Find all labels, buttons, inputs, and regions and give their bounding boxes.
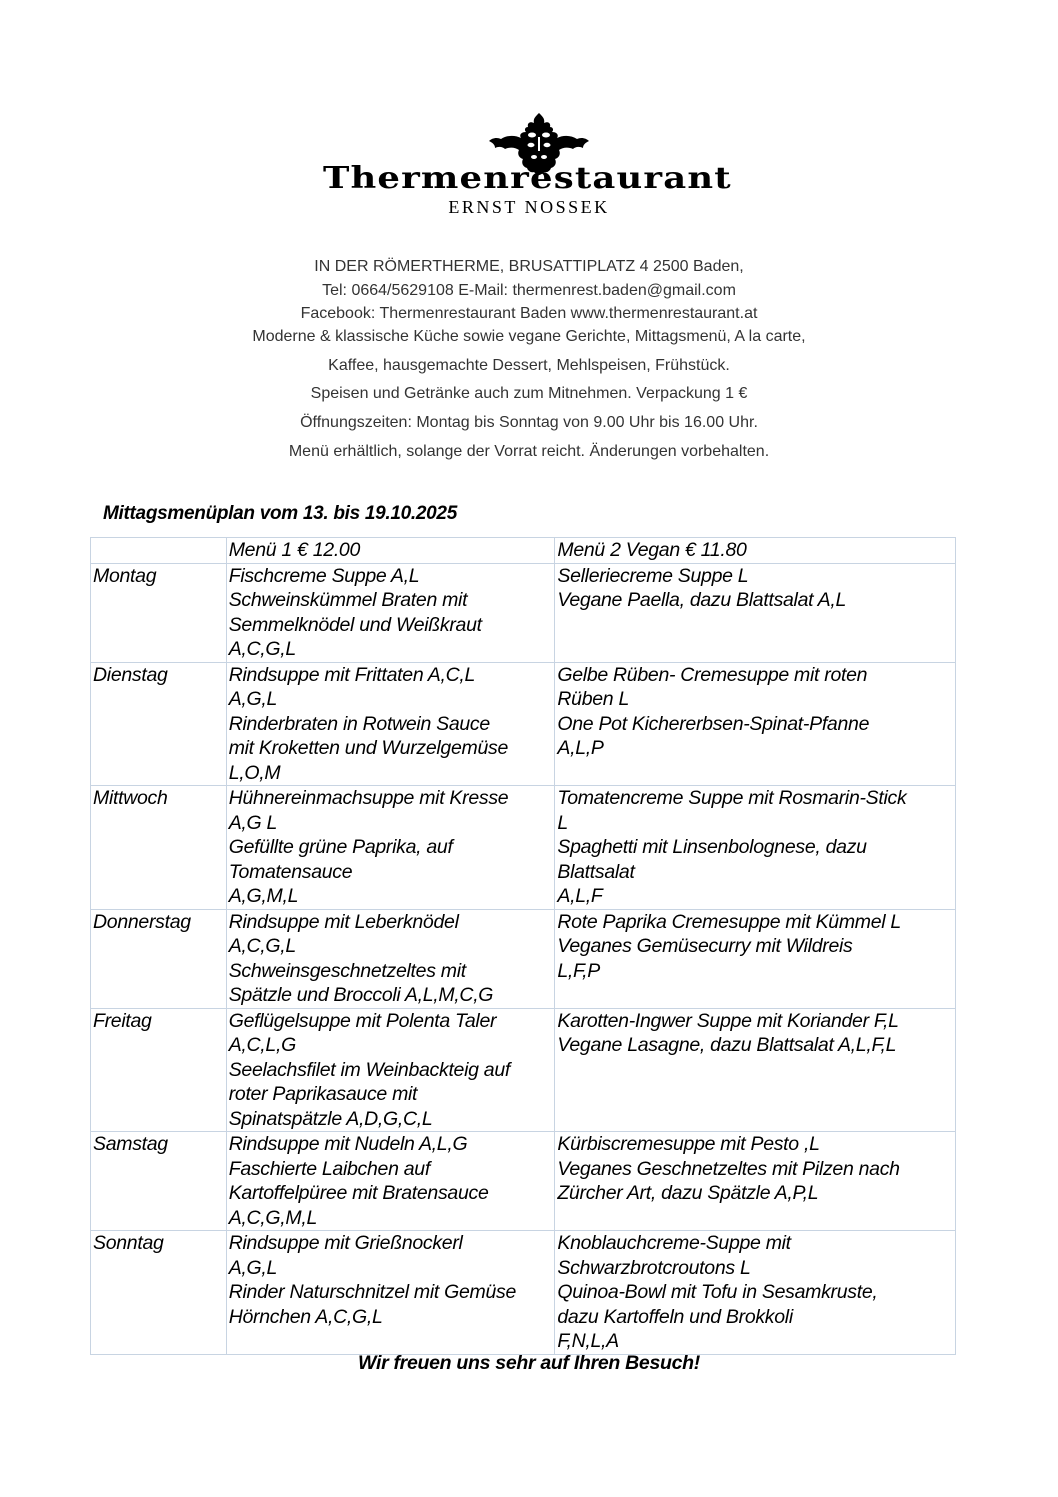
dish-line: Geflügelsuppe mit Polenta Taler xyxy=(228,1009,497,1032)
table-row xyxy=(91,909,956,1008)
dish-line: Hörnchen A,C,G,L xyxy=(228,1305,383,1328)
table-row xyxy=(91,1132,956,1231)
header-menu2: Menü 2 Vegan € 11.80 xyxy=(555,538,956,564)
menu1-cell xyxy=(226,909,555,1008)
dish-line: Rote Paprika Cremesuppe mit Kümmel L xyxy=(557,910,901,933)
dish-line: Gefüllte grüne Paprika, auf xyxy=(228,836,453,858)
dish-line: One Pot Kichererbsen-Spinat-Pfanne xyxy=(557,712,870,735)
menu2-cell xyxy=(555,786,956,910)
dish-line: Rindsuppe mit Nudeln A,L,G xyxy=(228,1133,468,1155)
info-web: Facebook: Thermenrestaurant Baden www.thermenrestaurant.at xyxy=(300,305,758,322)
dish-line: Schweinskümmel Braten mit xyxy=(228,589,468,611)
info-contact: Tel: 0664/5629108 E-Mail: thermenrest.baden@gmail.com xyxy=(322,282,736,299)
dish-line: Hühnereinmachsuppe mit Kresse xyxy=(228,787,509,809)
table-row xyxy=(91,1231,956,1355)
menu2-cell xyxy=(555,1132,956,1231)
dish-line: Fischcreme Suppe A,L xyxy=(228,564,420,587)
menu1-cell xyxy=(226,1132,555,1231)
menu1-cell xyxy=(226,786,555,910)
dish-line: Rindsuppe mit Grießnockerl xyxy=(228,1232,463,1254)
restaurant-owner: ERNST NOSSEK xyxy=(448,197,610,217)
day-cell: Montag xyxy=(91,563,227,662)
info-disclaimer: Menü erhältlich, solange der Vorrat reicht. Änderungen vorbehalten. xyxy=(288,443,770,460)
table-row xyxy=(91,1008,956,1132)
dish-line: Quinoa-Bowl mit Tofu in Sesamkruste, xyxy=(557,1281,878,1303)
header-menu1: Menü 1 € 12.00 xyxy=(226,538,555,564)
day-cell: Samstag xyxy=(91,1132,227,1231)
dish-line: A,L,F xyxy=(557,885,603,907)
dish-line: Tomatensauce xyxy=(228,860,353,883)
dish-line: Blattsalat xyxy=(557,860,635,883)
menu2-cell xyxy=(555,1231,956,1355)
menu2-cell xyxy=(555,563,956,662)
info-hours: Öffnungszeiten: Montag bis Sonntag von 9.00 Uhr bis 16.00 Uhr. xyxy=(300,414,758,431)
day-cell: Freitag xyxy=(91,1008,227,1132)
dish-line: mit Kroketten und Wurzelgemüse xyxy=(228,737,508,759)
dish-line: A,C,G,L xyxy=(228,638,296,660)
menu2-cell xyxy=(555,909,956,1008)
dish-line: Gelbe Rüben- Cremesuppe mit roten xyxy=(557,663,868,686)
dish-line: Rinder Naturschnitzel mit Gemüse xyxy=(228,1281,517,1303)
dish-line: A,G,L xyxy=(228,1256,278,1279)
dish-line: Tomatencreme Suppe mit Rosmarin-Stick xyxy=(557,787,907,809)
day-cell: Dienstag xyxy=(91,662,227,786)
menu-heading: Mittagsmenüplan vom 13. bis 19.10.2025 xyxy=(103,503,457,524)
dish-line: Spaghetti mit Linsenbolognese, dazu xyxy=(557,836,867,858)
dish-line: Kürbiscremesuppe mit Pesto ,L xyxy=(557,1133,820,1155)
dish-line: Kartoffelpüree mit Bratensauce xyxy=(228,1182,489,1204)
dish-line: Vegane Paella, dazu Blattsalat A,L xyxy=(557,589,847,611)
dish-line: Rüben L xyxy=(557,688,629,710)
dish-line: Schwarzbrotcroutons L xyxy=(557,1256,751,1279)
dish-line: A,G L xyxy=(228,811,278,834)
dish-line: A,G,M,L xyxy=(228,885,299,907)
menu1-cell xyxy=(226,1231,555,1355)
day-cell: Sonntag xyxy=(91,1231,227,1355)
table-row xyxy=(91,786,956,910)
dish-line: A,L,P xyxy=(557,737,604,759)
dish-line: L,O,M xyxy=(228,761,281,784)
dish-line: Semmelknödel und Weißkraut xyxy=(228,613,482,636)
dish-line: Faschierte Laibchen auf xyxy=(228,1157,430,1180)
menu1-cell xyxy=(226,563,555,662)
dish-line: Knoblauchcreme-Suppe mit xyxy=(557,1232,791,1254)
dish-line: Seelachsfilet im Weinbackteig auf xyxy=(228,1058,511,1081)
dish-line: Rindsuppe mit Leberknödel xyxy=(228,910,459,933)
table-row xyxy=(91,662,956,786)
info-address: IN DER RÖMERTHERME, BRUSATTIPLATZ 4 2500 Baden, xyxy=(314,258,744,275)
dish-line: A,G,L xyxy=(228,688,278,710)
menu1-cell xyxy=(226,662,555,786)
table-row xyxy=(91,563,956,662)
dish-line: Spinatspätzle A,D,G,C,L xyxy=(228,1107,433,1130)
dish-line: Vegane Lasagne, dazu Blattsalat A,L,F,L xyxy=(557,1034,897,1056)
dish-line: Rindsuppe mit Frittaten A,C,L xyxy=(228,663,476,686)
dish-line: A,C,G,M,L xyxy=(228,1206,318,1229)
dish-line: F,N,L,A xyxy=(557,1330,619,1352)
dish-line: Rinderbraten in Rotwein Sauce xyxy=(228,712,490,735)
dish-line: dazu Kartoffeln und Brokkoli xyxy=(557,1305,793,1328)
restaurant-name: Thermenrestaurant xyxy=(322,161,732,196)
dish-line: A,C,L,G xyxy=(228,1034,296,1056)
dish-line: roter Paprikasauce mit xyxy=(228,1083,418,1105)
dish-line: L,F,P xyxy=(557,959,600,982)
table-header-row xyxy=(91,538,956,564)
dish-line: Veganes Geschnetzeltes mit Pilzen nach xyxy=(557,1157,900,1180)
dish-line: Schweinsgeschnetzeltes mit xyxy=(228,959,466,982)
menu2-cell xyxy=(555,662,956,786)
dish-line: A,C,G,L xyxy=(228,935,296,957)
closing-message: Wir freuen uns sehr auf Ihren Besuch! xyxy=(358,1352,700,1374)
info-takeaway: Speisen und Getränke auch zum Mitnehmen. Verpackung 1 € xyxy=(310,385,748,402)
menu-table xyxy=(90,537,956,1355)
day-cell: Mittwoch xyxy=(91,786,227,910)
info-offer: Kaffee, hausgemachte Dessert, Mehlspeisen, Frühstück. xyxy=(328,357,730,374)
dish-line: Selleriecreme Suppe L xyxy=(557,564,749,587)
dish-line: Karotten-Ingwer Suppe mit Koriander F,L xyxy=(557,1009,899,1032)
info-cuisine: Moderne & klassische Küche sowie vegane Gerichte, Mittagsmenü, A la carte, xyxy=(252,328,806,345)
day-cell: Donnerstag xyxy=(91,909,227,1008)
dish-line: L xyxy=(557,811,568,834)
dish-line: Veganes Gemüsecurry mit Wildreis xyxy=(557,935,853,957)
menu2-cell xyxy=(555,1008,956,1132)
dish-line: Zürcher Art, dazu Spätzle A,P,L xyxy=(557,1182,819,1204)
dish-line: Spätzle und Broccoli A,L,M,C,G xyxy=(228,984,494,1006)
header-day xyxy=(91,538,227,564)
menu1-cell xyxy=(226,1008,555,1132)
